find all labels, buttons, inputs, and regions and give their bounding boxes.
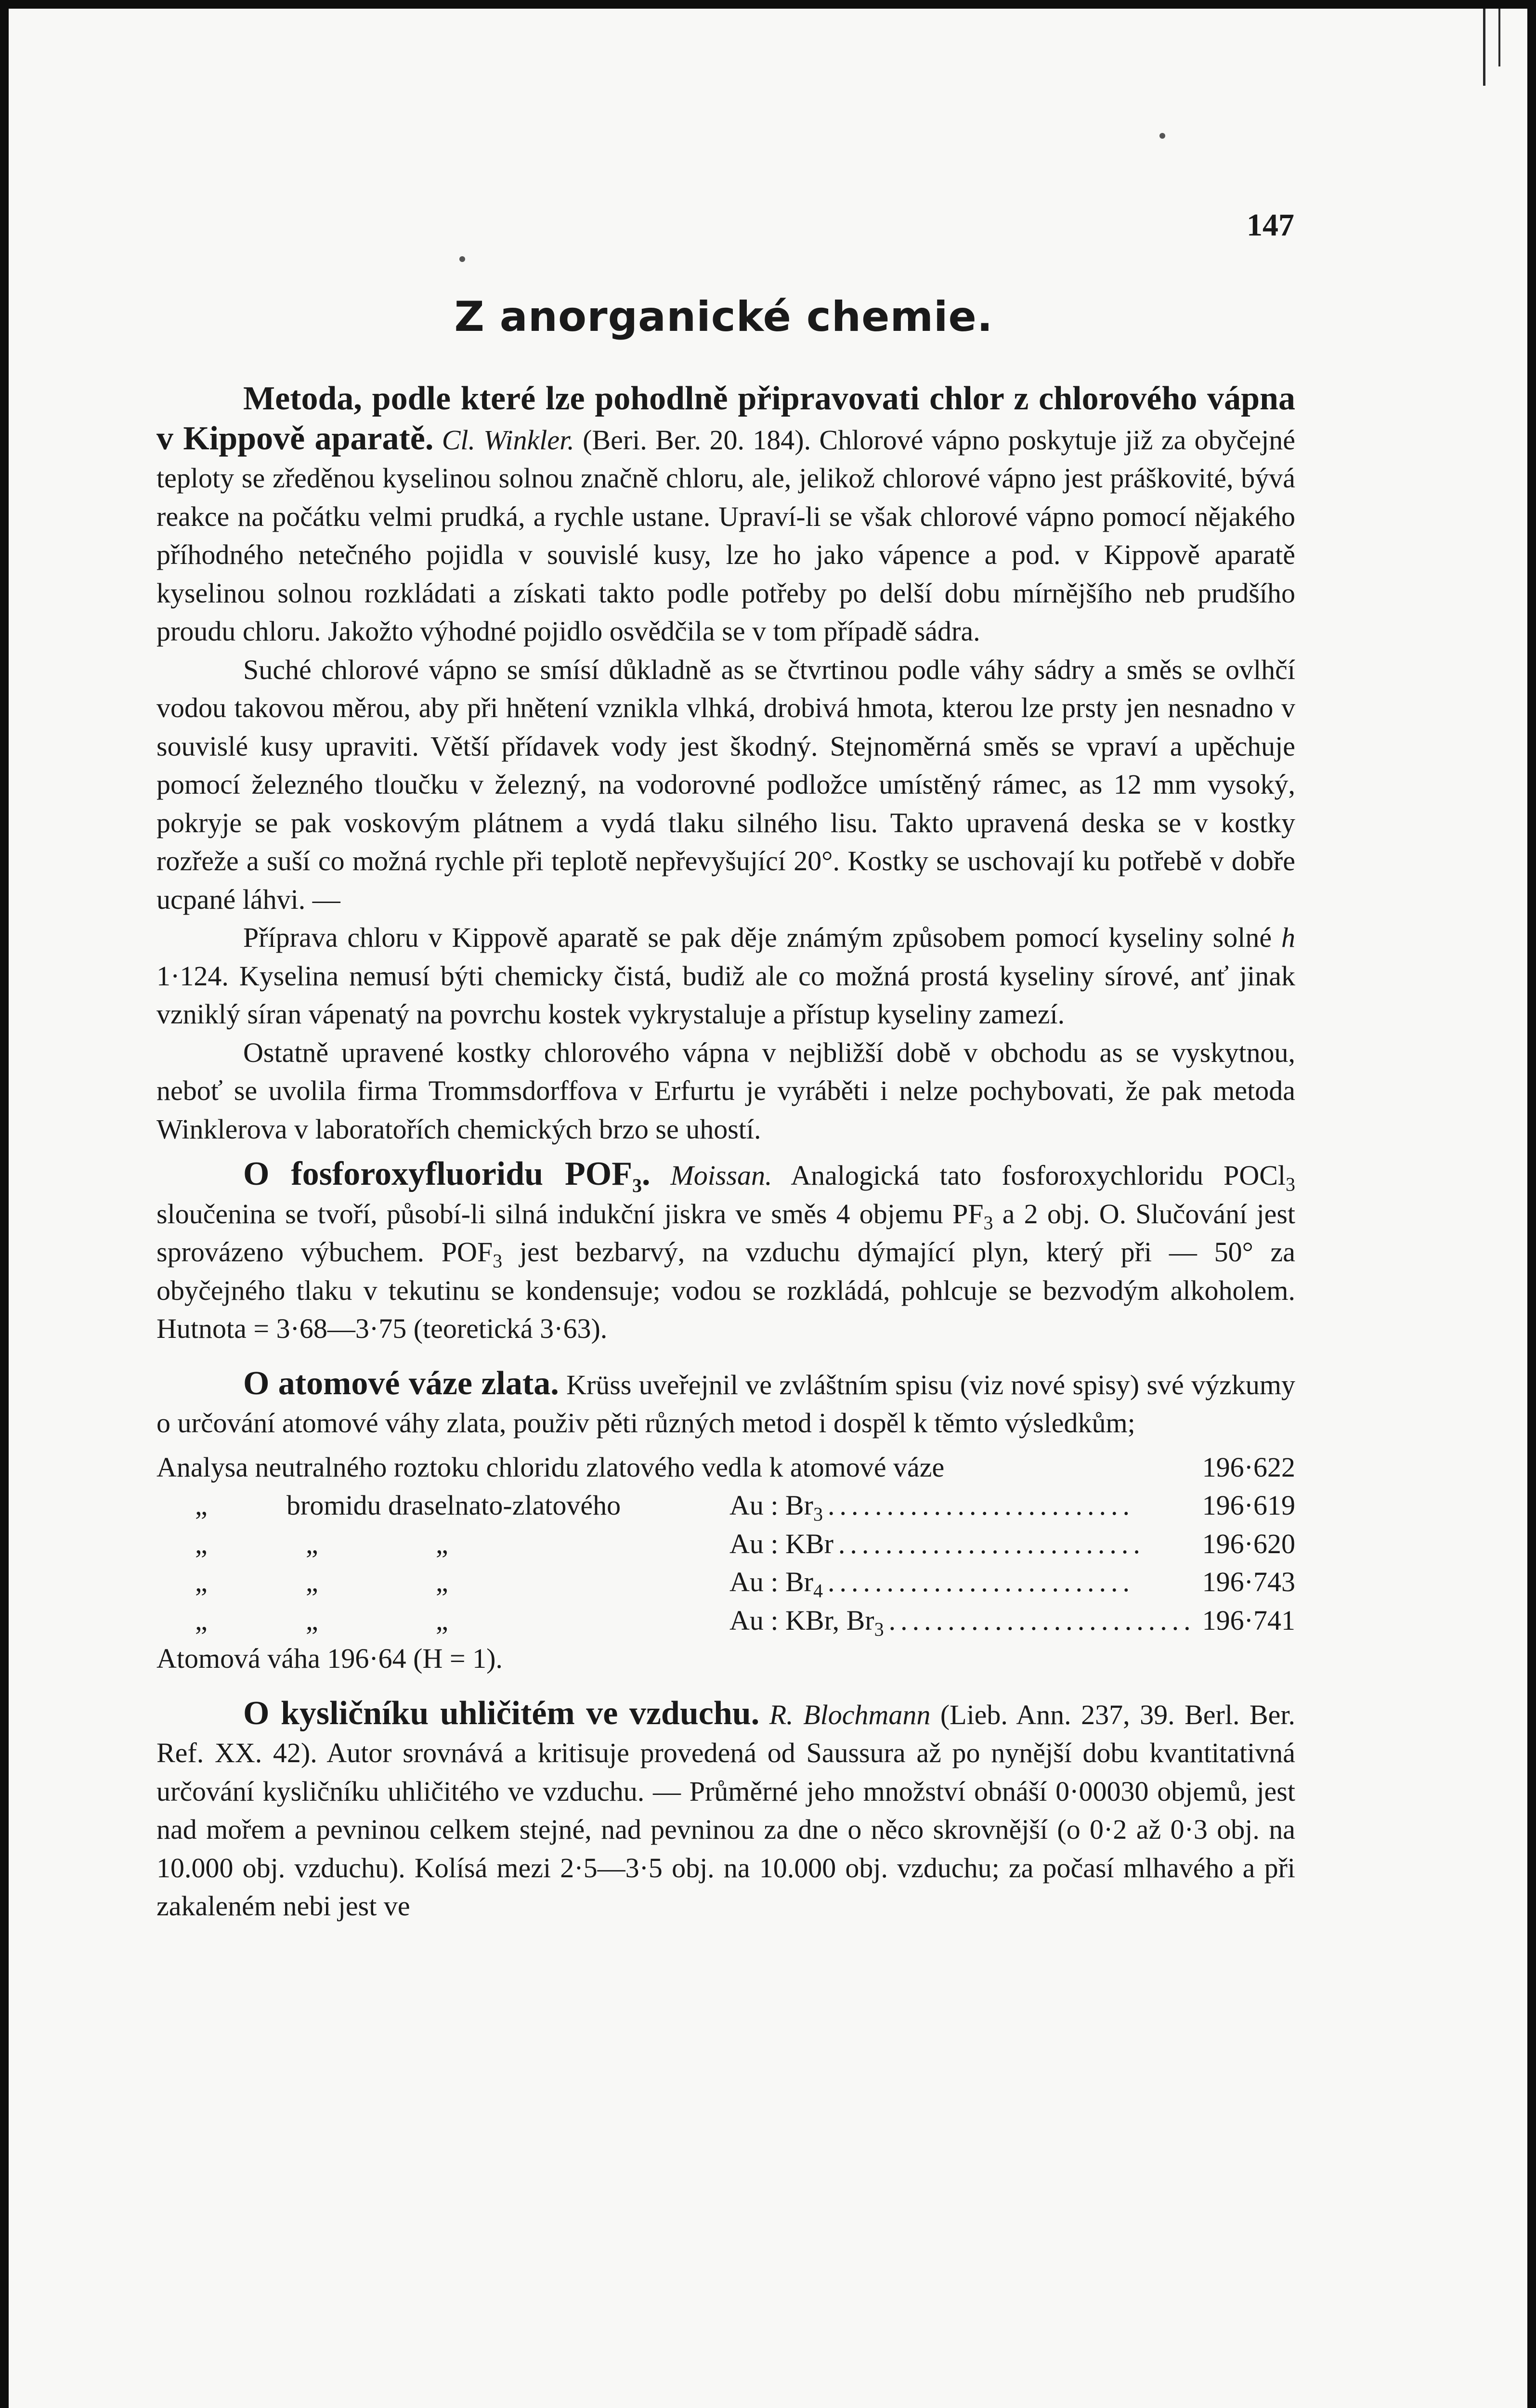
leader-dots: .......................... [888,1604,1196,1636]
article-heading: Metoda, podle které lze pohodlně připravovati chlor z chlorového vápna v Kippově aparatě. [156,380,1295,457]
row-value: 196·619 [1202,1490,1295,1521]
leader-dots: .......................... [828,1566,1134,1597]
article-author: R. Blochmann [769,1699,931,1730]
paragraph-text: Krüss uveřejnil ve zvláštním spisu (viz nové spisy) své výzkumy o určování atomové váhy zlata, použiv pěti různých metod i dospěl k těmto výsledkům; [156,1369,1296,1439]
conclusion-line: Atomová váha 196·64 (H = 1). [156,1643,503,1674]
article-carbon-dioxide-air [156,1694,1295,1925]
row-formula: Au : $Br_3$ [729,1490,823,1525]
article-reference: (Beri. Ber. 20. 184). [583,424,811,456]
page-title: Z anorganické chemie. [454,293,993,341]
row-formula: Au : KBr [729,1528,833,1559]
paragraph-text: Chlorové vápno poskytuje již za obyčejné teploty se zředěnou kyselinou solnou značně chloru, ale, jelikož chlorové vápno jest práškovité, bývá reakce na počátku velmi prudká, a rychle ustane. Upraví-li se však chlorové vápno pomocí nějakého příhodného netečného pojidla v souvislé kusy, lze ho jako vápence a pod. v Kippově aparatě kyselinou solnou rozkládati a získati takto podle potřeby po delší dobu mírnějšího neb prudšího proudu chloru. Jakožto výhodné pojidlo osvědčila se v tom případě sádra. [156,424,1296,647]
table-row [156,1601,1295,1640]
table-row [156,1525,1295,1563]
row-value: 196·743 [1202,1566,1295,1597]
article-gold-atomic-weight [156,1364,1295,1678]
paragraph-text: Příprava chloru v Kippově aparatě se pak děje známým způsobem pomocí kyseliny solné [243,922,1272,953]
page-number: 147 [1247,208,1294,243]
row-label: „ bromidu draselnato-zlatového [195,1490,621,1521]
table-row [156,1448,1295,1487]
row-formula: Au : KBr, $Br_3$ [729,1604,884,1640]
row-value: 196·622 [1202,1451,1295,1483]
article-author: Cl. Winkler. [442,424,574,456]
book-page [9,9,1527,2408]
row-label: „ „ „ [195,1566,448,1597]
speck [1159,133,1165,139]
paragraph-text: Analogická tato fosforoxychloridu POCl$_3$ sloučenina se tvoří, působí-li silná indukční jiskra ve směs 4 objemu $PF_3$ a 2 obj. O. Slučování jest sprovázeno výbuchem. $POF_3$ jest bezbarvý, na vzduchu dýmající plyn, který při — 50° za obyčejného tlaku v tekutinu se kondensuje; vodou se rozkládá, pohlcuje se bezvodým alkoholem. Hutnota = 3·68—3·75 (teoretická 3·63). [156,1160,1296,1344]
leader-dots: .......................... [828,1490,1134,1521]
article-heading: O fosforoxyfluoridu $POF_3$. [243,1155,651,1196]
article-heading: O atomové váze zlata. [243,1364,559,1402]
row-value: 196·741 [1202,1604,1295,1636]
paragraph-symbol: h [1281,922,1295,953]
scan-mark [1483,9,1485,86]
row-label: „ „ „ [195,1604,448,1636]
paragraph: Suché chlorové vápno se smísí důkladně as se čtvrtinou podle váhy sádry a směs se ovlhčí vodou takovou měrou, aby při hnětení vznikla vlhká, drobivá hmota, kterou lze prsty jen nesnadno v souvislé kusy upraviti. Větší přídavek vody jest škodný. Stejnoměrná směs se vpraví a upěchuje pomocí železného tloučku v železný, na vodorovné podložce umístěný rámec, as 12 mm vysoký, pokryje se pak voskovým plátnem a vydá tlaku silného lisu. Takto upravená deska se v kostky rozřeže a suší co možná rychle při teplotě nepřevyšující 20°. Kostky se uschovají ku potřebě v dobře ucpané láhvi. — [156,654,1295,915]
paragraph [156,918,1295,1034]
speck [459,256,465,262]
leader-dots: .......................... [838,1528,1145,1559]
table-row [156,1486,1295,1525]
results-table [156,1448,1295,1640]
row-label: „ „ „ [195,1528,448,1559]
row-value: 196·620 [1202,1528,1295,1559]
paragraph: Ostatně upravené kostky chlorového vápna v nejbližší době v obchodu as se vyskytnou, neboť se uvolila firma Trommsdorffova v Erfurtu je vyráběti i nelze pochybovati, že pak metoda Winklerova v laboratořích chemických brzo se uhostí. [156,1036,1295,1145]
article-chlorine-kipp [156,380,1295,1148]
scan-mark [1498,9,1500,66]
row-label: Analysa neutralného roztoku chloridu zlatového vedla k atomové váze [156,1451,945,1483]
article-phosphorus-oxyfluoride [156,1155,1295,1348]
paragraph-text: 1·124. Kyselina nemusí býti chemicky čistá, budiž ale co možná prostá kyseliny sírové, anť jinak vzniklý síran vápenatý na povrchu kostek vykrystaluje a přístup kyseliny zamezí. [156,960,1295,1030]
article-author: Moissan. [670,1160,772,1191]
article-heading: O kysličníku uhličitém ve vzduchu. [243,1694,760,1732]
table-row [156,1563,1295,1601]
row-formula: Au : $Br_4$ [729,1566,823,1602]
page-body [156,380,1295,1925]
paragraph-text: (Lieb. Ann. 237, 39. Berl. Ber. Ref. XX. 42). Autor srovnává a kritisuje provedená od Saussura až po nynější dobu kvantitativná určování kysličníku uhličitého ve vzduchu. — Průměrné jeho množství obnáší 0·00030 objemů, jest nad mořem a pevninou celkem stejné, nad pevninou za dne o něco skrovnější (o 0·2 až 0·3 obj. na 10.000 obj. vzduchu). Kolísá mezi 2·5—3·5 obj. na 10.000 obj. vzduchu; za počasí mlhavého a při zakaleném nebi jest ve [156,1699,1296,1922]
